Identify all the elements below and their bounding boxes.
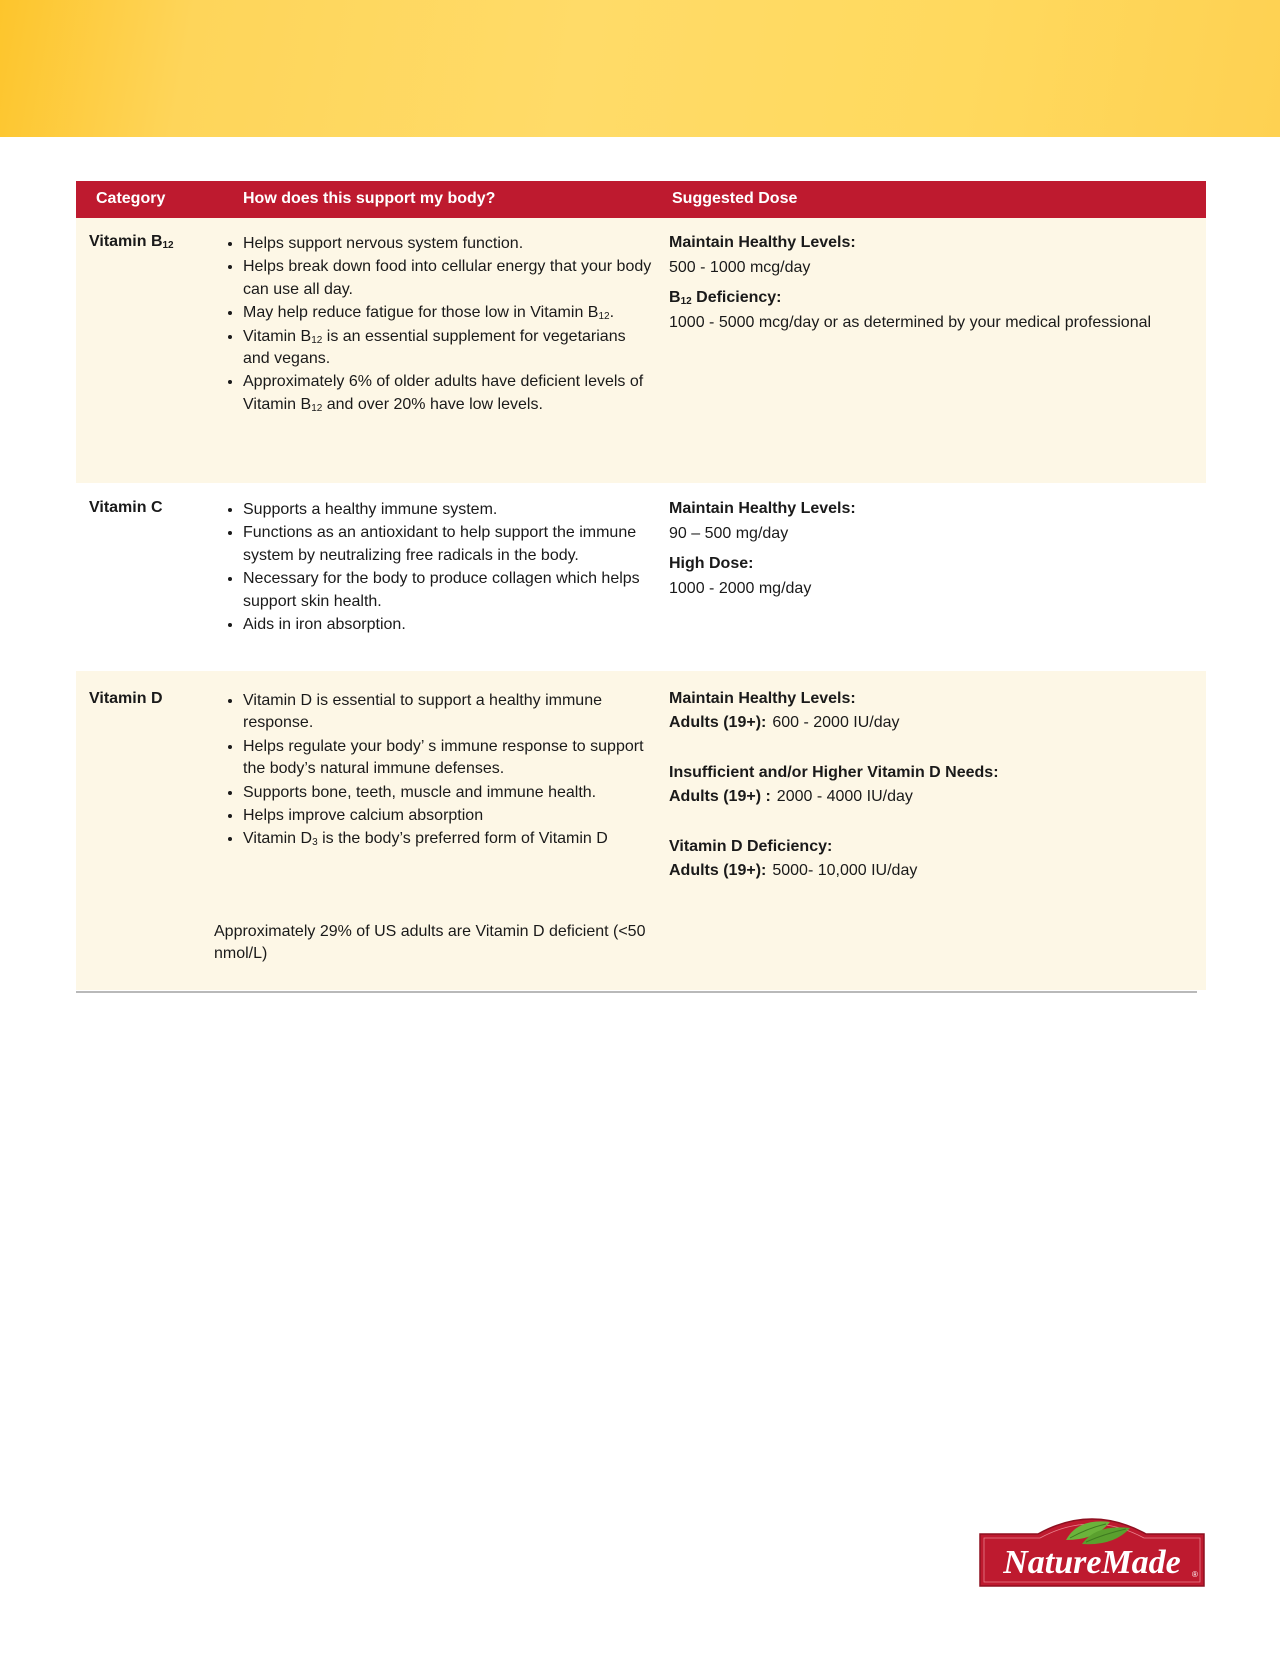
deficiency-note: Approximately 29% of US adults are Vitamin D deficient (<50 nmol/L): [214, 923, 646, 963]
table-row-vitamin-b12: [76, 218, 1206, 483]
header-category: Category: [96, 190, 166, 207]
dose-value: Adults (19+): 600 - 2000 IU/day: [669, 714, 900, 731]
list-item: • May help reduce fatigue for those low in Vitamin $B_{12}$.: [243, 301, 654, 324]
dose-info: [669, 498, 1179, 608]
dose-value: 1000 - 2000 mg/day: [669, 580, 812, 597]
list-item: • Supports bone, teeth, muscle and immune health.: [243, 781, 654, 804]
list-item: • Approximately 6% of older adults have deficient levels of Vitamin $B_{12}$ and over 20% have low levels.: [243, 370, 654, 416]
nature-made-logo: [978, 1510, 1206, 1588]
dose-label: Maintain Healthy Levels:: [669, 690, 856, 707]
list-item: • Vitamin $B_{12}$ is an essential supplement for vegetarians and vegans.: [243, 325, 654, 371]
header-benefits: How does this support my body?: [243, 190, 496, 207]
category-label: Vitamin $B_{12}$: [89, 233, 174, 251]
list-item: • Necessary for the body to produce collagen which helps support skin health.: [243, 567, 654, 613]
dose-value: Adults (19+): 5000- 10,000 IU/day: [669, 862, 918, 879]
header-banner: [0, 0, 1280, 137]
vitamin-table: [76, 181, 1206, 990]
dose-label: Vitamin D Deficiency:: [669, 838, 833, 855]
svg-text:NatureMade: NatureMade: [1003, 1544, 1181, 1581]
dose-label: Insufficient and/or Higher Vitamin D Needs:: [669, 764, 999, 781]
benefits-list: [214, 689, 654, 851]
dose-value: Adults (19+) : 2000 - 4000 IU/day: [669, 788, 913, 805]
list-item: • Helps support nervous system function.: [243, 232, 654, 255]
dose-info: [669, 232, 1179, 342]
dose-value: 90 – 500 mg/day: [669, 525, 789, 542]
dose-label: Maintain Healthy Levels:: [669, 500, 856, 517]
category-label: Vitamin C: [89, 499, 163, 516]
list-item: • Vitamin D is essential to support a healthy immune response.: [243, 689, 654, 735]
table-bottom-rule: [76, 991, 1197, 993]
header-dose: Suggested Dose: [672, 190, 798, 207]
dose-label: High Dose:: [669, 555, 754, 572]
dose-value: 500 - 1000 mcg/day: [669, 259, 811, 276]
benefits-list: [214, 498, 654, 636]
dose-value: 1000 - 5000 mcg/day or as determined by your medical professional: [669, 314, 1152, 331]
benefits-list: [214, 232, 654, 416]
list-item: • Helps regulate your body’ s immune response to support the body’s natural immune defenses.: [243, 735, 654, 781]
list-item: • Aids in iron absorption.: [243, 613, 654, 636]
table-header: [76, 181, 1206, 218]
dose-label: $B_{12}$ Deficiency:: [669, 289, 782, 307]
table-row-vitamin-c: [76, 483, 1206, 671]
dose-info: [669, 688, 1179, 884]
list-item: • Helps break down food into cellular energy that your body can use all day.: [243, 255, 654, 301]
logo-badge-icon: [978, 1510, 1206, 1588]
list-item: • Helps improve calcium absorption: [243, 804, 654, 827]
dose-label: Maintain Healthy Levels:: [669, 234, 856, 251]
list-item: • Functions as an antioxidant to help support the immune system by neutralizing free radicals in the body.: [243, 521, 654, 567]
category-label: Vitamin D: [89, 690, 163, 707]
list-item: • Vitamin $D_3$ is the body’s preferred form of Vitamin D: [243, 827, 654, 850]
svg-text:®: ®: [1192, 1570, 1198, 1579]
list-item: • Supports a healthy immune system.: [243, 498, 654, 521]
table-row-vitamin-d: [76, 671, 1206, 990]
